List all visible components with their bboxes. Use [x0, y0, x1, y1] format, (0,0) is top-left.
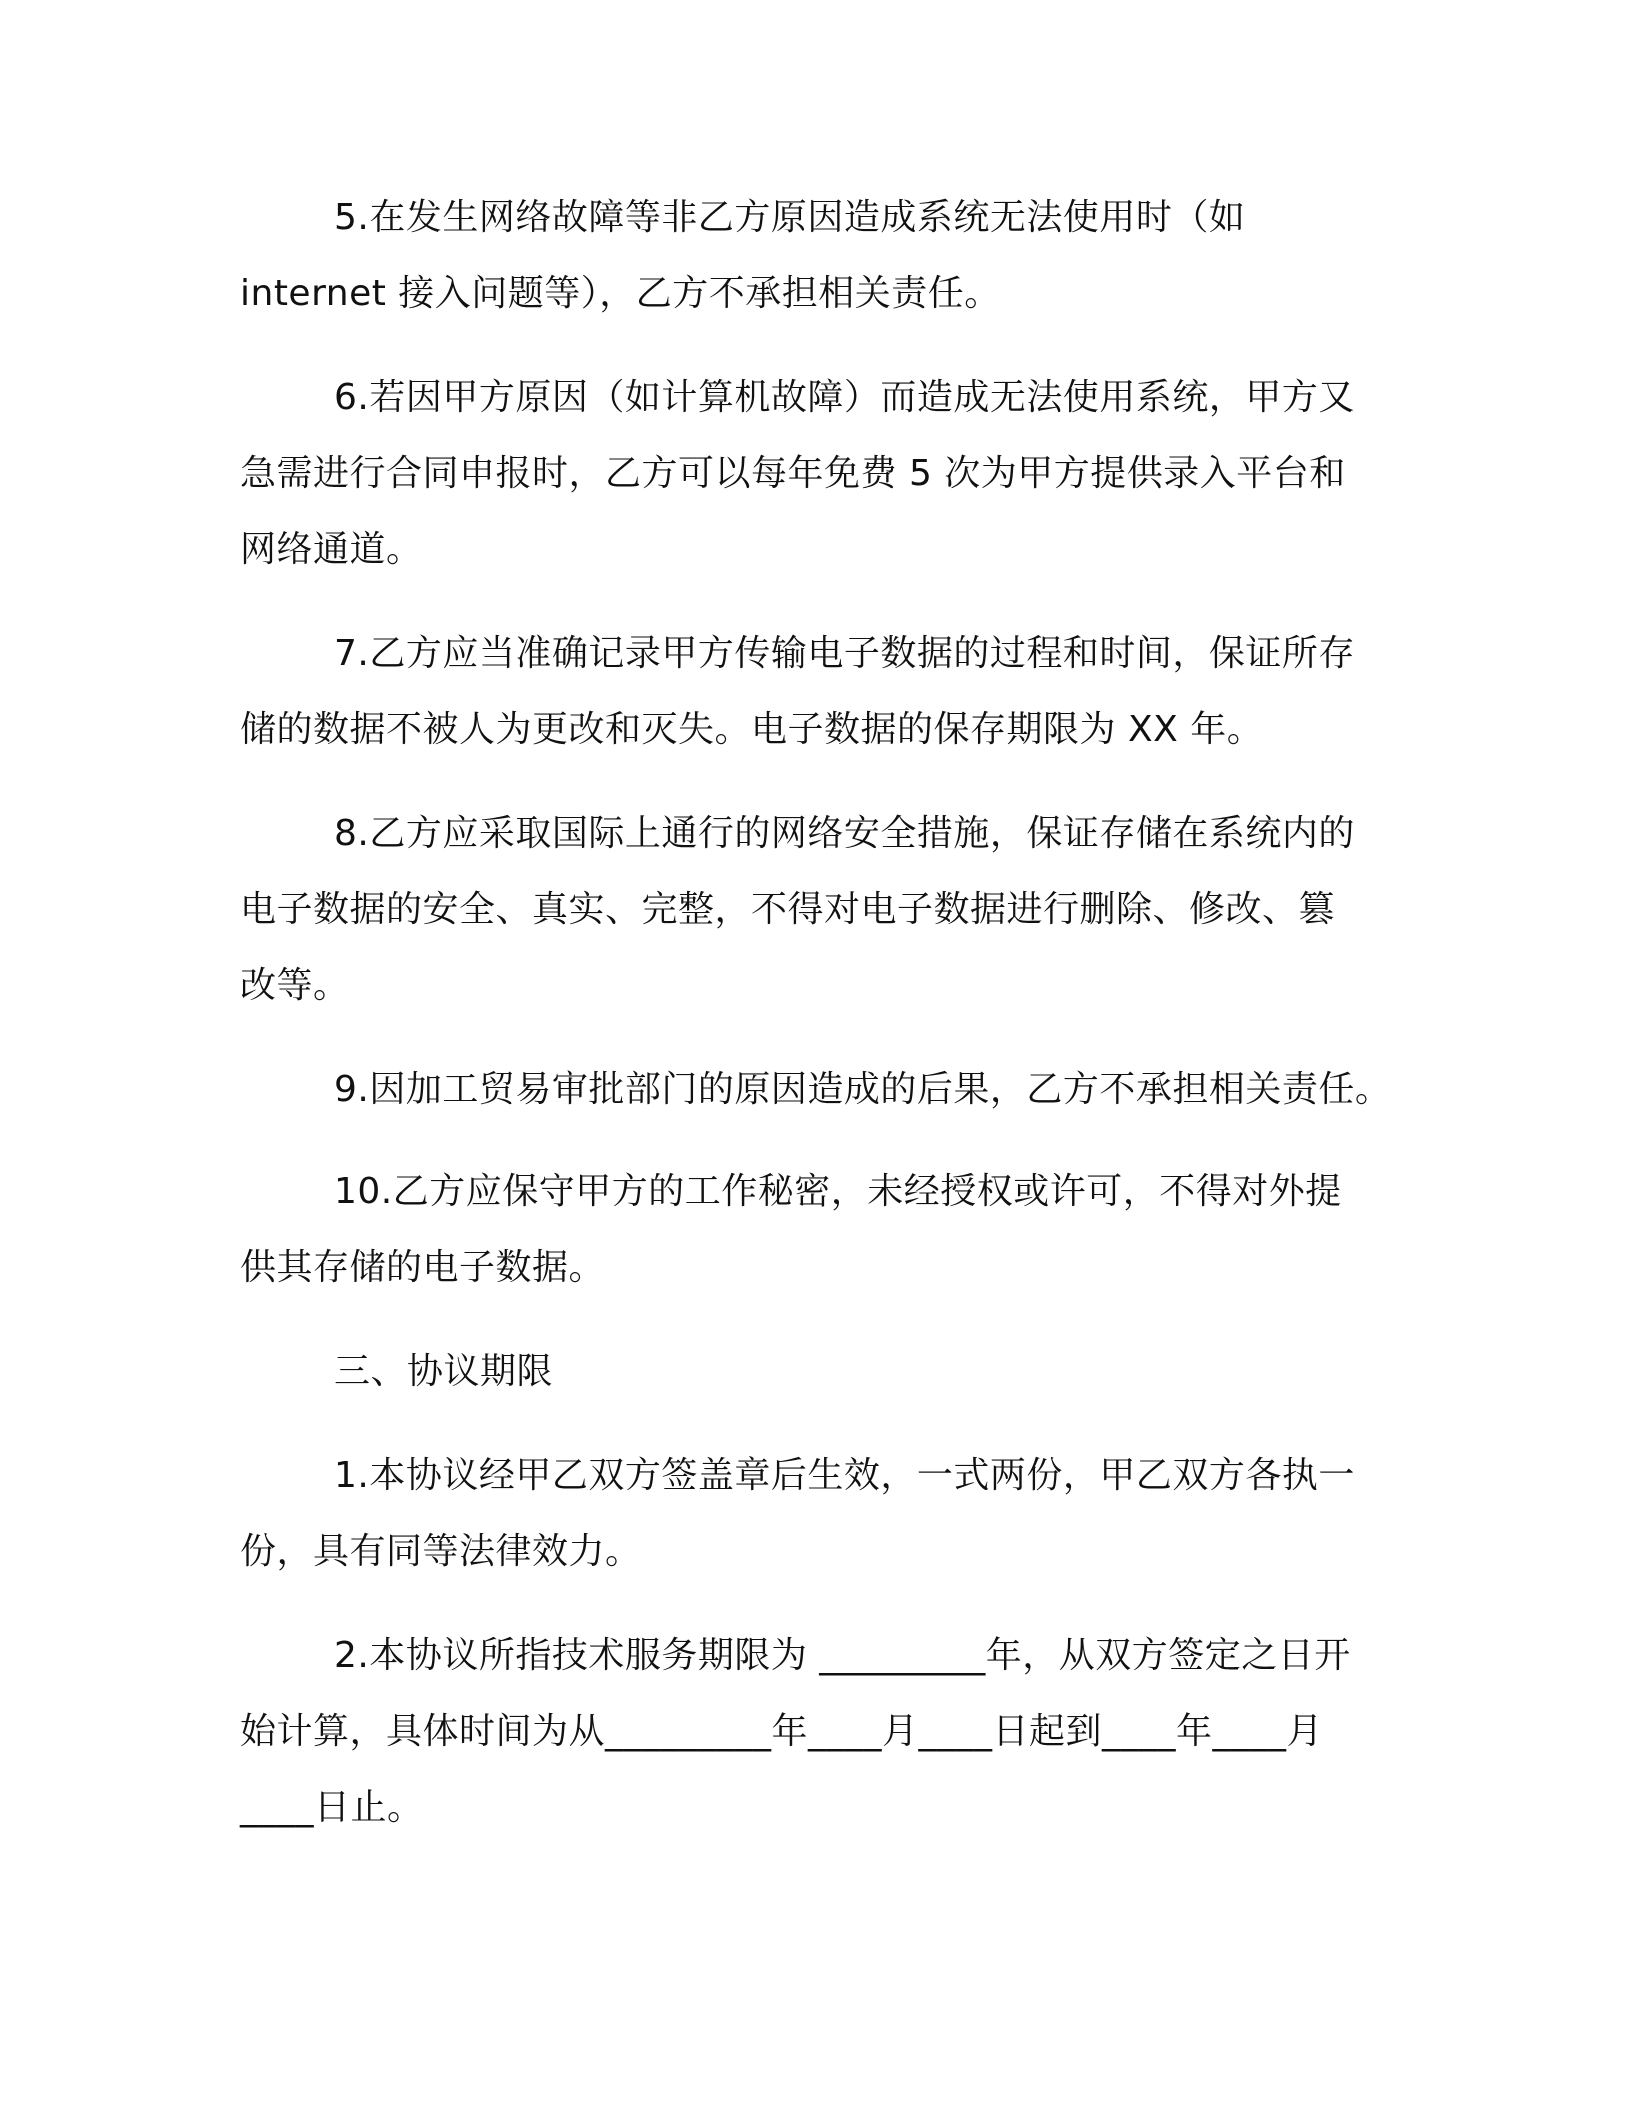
- term-clause-2-line-3: ____日止。: [240, 1787, 424, 1828]
- clause-9-line-1: 9.因加工贸易审批部门的原因造成的后果，乙方不承担相关责任。: [334, 1069, 1392, 1110]
- clause-7-line-1: 7.乙方应当准确记录甲方传输电子数据的过程和时间，保证所存: [334, 633, 1355, 674]
- clause-10-line-2: 供其存储的电子数据。: [240, 1247, 606, 1288]
- clause-8-line-3: 改等。: [240, 965, 350, 1006]
- term-clause-1-line-2: 份，具有同等法律效力。: [240, 1531, 642, 1572]
- clause-5-line-2: internet 接入问题等），乙方不承担相关责任。: [240, 273, 1001, 314]
- clause-6-line-1: 6.若因甲方原因（如计算机故障）而造成无法使用系统，甲方又: [334, 377, 1355, 418]
- clause-6-line-3: 网络通道。: [240, 529, 423, 570]
- clause-8-line-2: 电子数据的安全、真实、完整，不得对电子数据进行删除、修改、篡: [240, 889, 1336, 930]
- term-clause-2-line-1: 2.本协议所指技术服务期限为 _________年，从双方签定之日开: [334, 1635, 1351, 1676]
- clause-7-line-2: 储的数据不被人为更改和灭失。电子数据的保存期限为 XX 年。: [240, 709, 1264, 750]
- section-heading-term: 三、协议期限: [334, 1351, 554, 1392]
- term-clause-2-line-2: 始计算，具体时间为从_________年____月____日起到____年____月: [240, 1711, 1324, 1752]
- clause-5-line-1: 5.在发生网络故障等非乙方原因造成系统无法使用时（如: [334, 197, 1246, 238]
- term-clause-1-line-1: 1.本协议经甲乙双方签盖章后生效，一式两份，甲乙双方各执一: [334, 1455, 1355, 1496]
- clause-6-line-2: 急需进行合同申报时，乙方可以每年免费 5 次为甲方提供录入平台和: [240, 453, 1346, 494]
- clause-8-line-1: 8.乙方应采取国际上通行的网络安全措施，保证存储在系统内的: [334, 813, 1355, 854]
- clause-10-line-1: 10.乙方应保守甲方的工作秘密，未经授权或许可，不得对外提: [334, 1171, 1342, 1212]
